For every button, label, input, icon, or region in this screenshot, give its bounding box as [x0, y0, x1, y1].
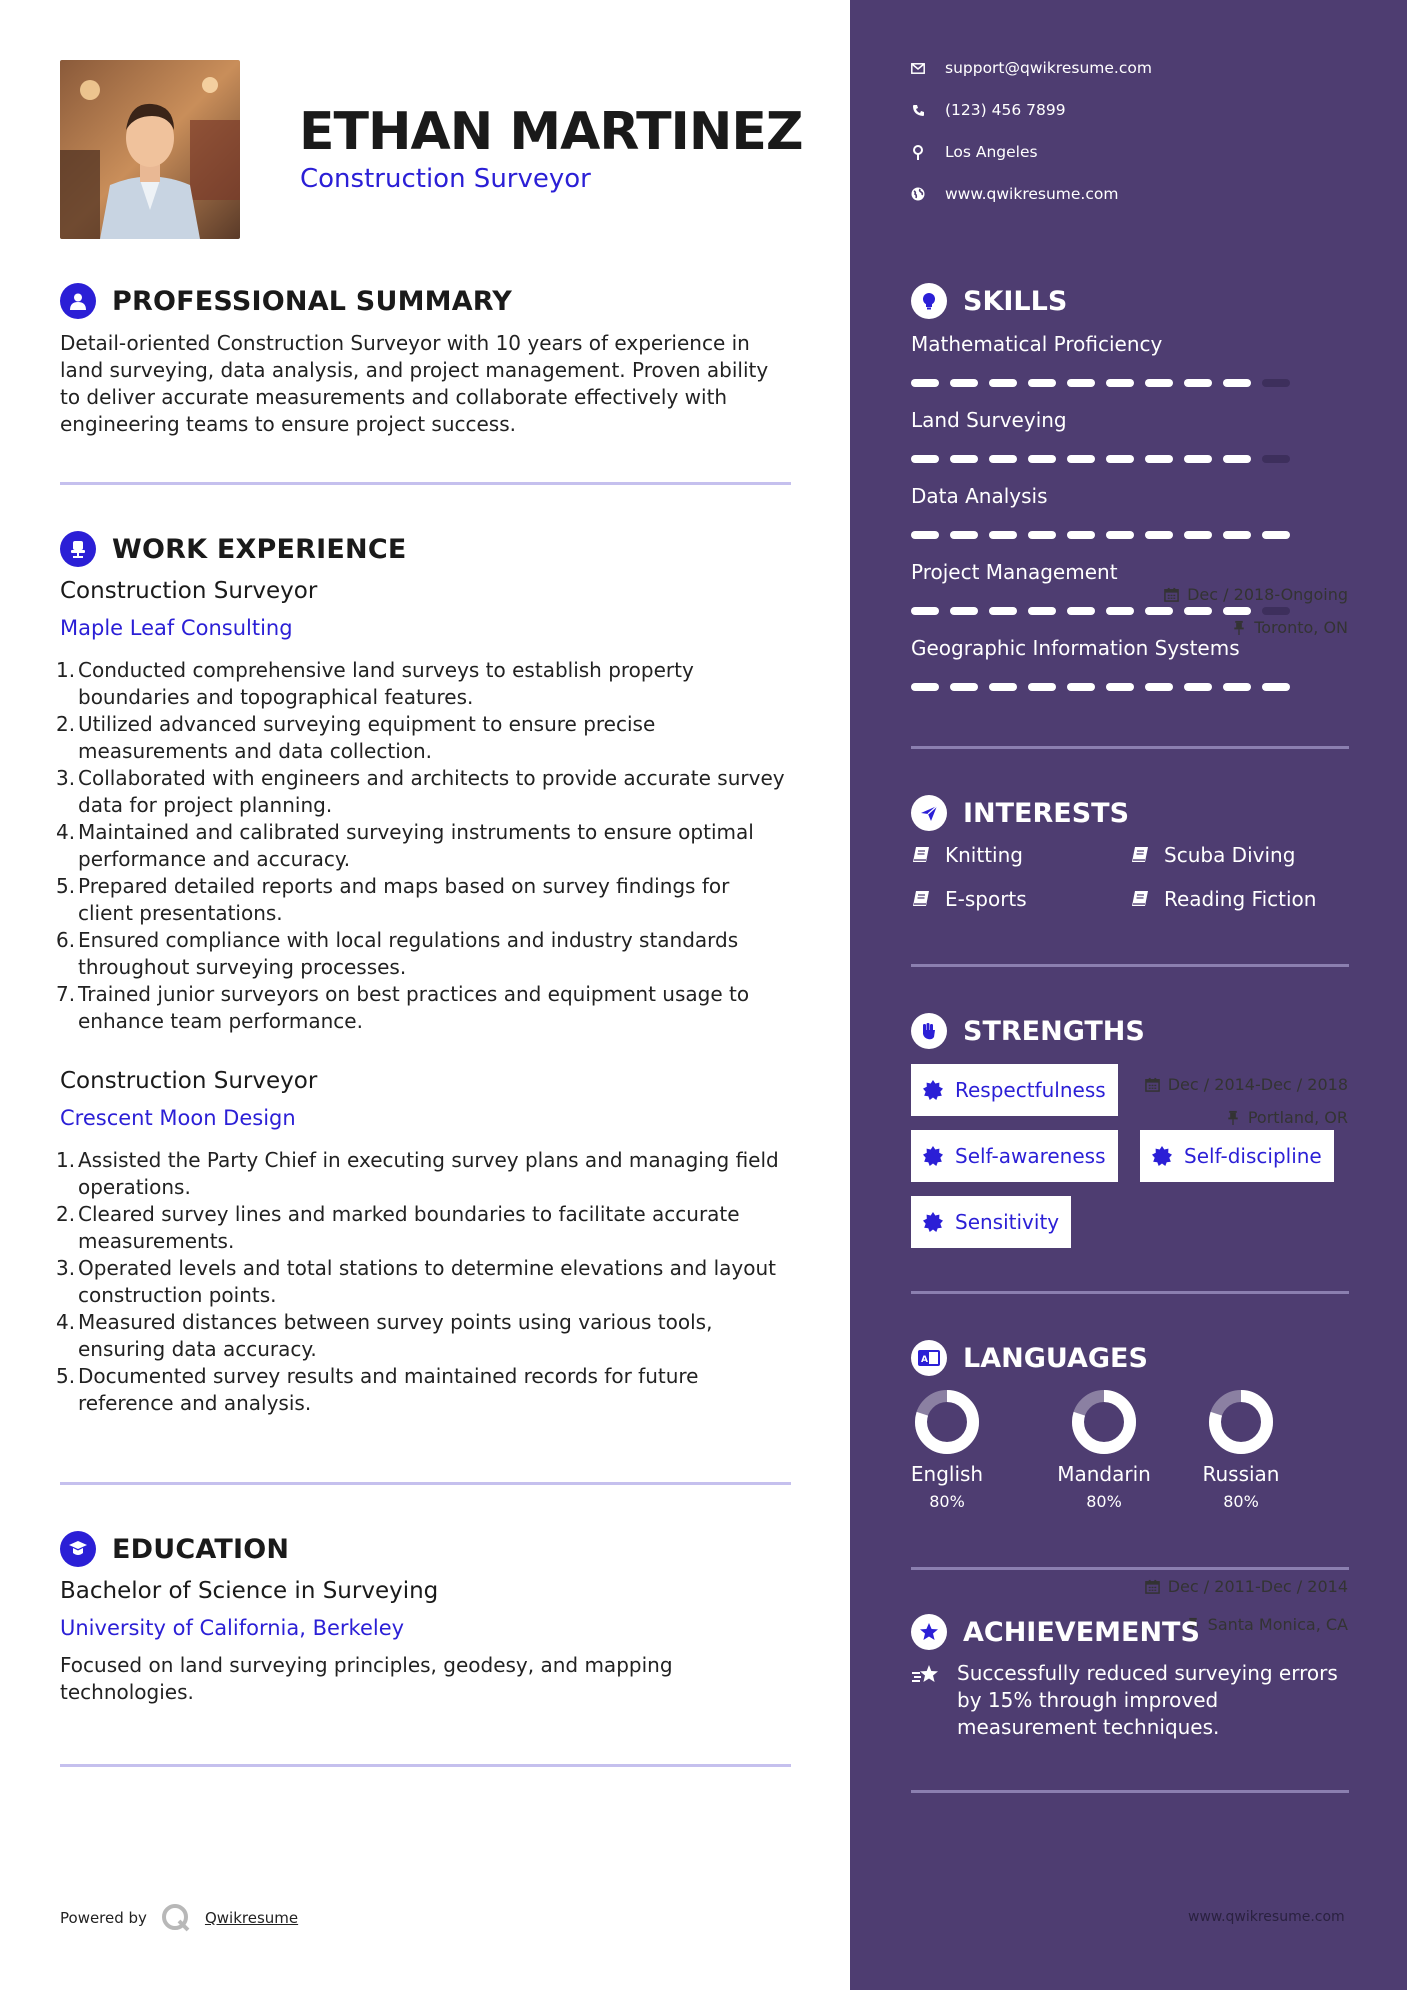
list-item: 4. Maintained and calibrated surveying instruments to ensure optimal performance and accuracy.	[56, 820, 754, 871]
skill-segment	[911, 455, 939, 463]
skill-segment	[1262, 455, 1290, 463]
powered-by-text: Powered by	[60, 1909, 147, 1927]
list-item: 5. Prepared detailed reports and maps based on survey findings for client presentations.	[56, 874, 730, 925]
skill-segment	[1262, 379, 1290, 387]
skill-segment	[950, 683, 978, 691]
education-location: Santa Monica, CA	[1186, 1615, 1348, 1634]
achievement-item: Successfully reduced surveying errors by 15% through improved measurement techniques.	[911, 1660, 1351, 1741]
summary-heading	[60, 283, 512, 319]
star-icon	[911, 1614, 947, 1650]
lightbulb-icon	[911, 283, 947, 319]
skill-segment	[1106, 683, 1134, 691]
skill-segment	[950, 379, 978, 387]
skill-segment	[1223, 531, 1251, 539]
summary-text: Detail-oriented Construction Surveyor with 10 years of experience in land surveying, data analysis, and project management. Proven ability to deliver accurate measurements and collaborate effectively with engineering teams to ensure project success.	[60, 331, 769, 436]
divider	[911, 1790, 1349, 1793]
skill-segment	[1028, 531, 1056, 539]
company-name: Maple Leaf Consulting	[60, 616, 293, 640]
interests-title: INTERESTS	[963, 797, 1130, 829]
skill-segment	[1262, 607, 1290, 615]
skill-segment	[950, 455, 978, 463]
skill-segment	[950, 531, 978, 539]
skill-segment	[1145, 607, 1173, 615]
svg-text:A: A	[921, 1355, 928, 1365]
skill-level-bar	[911, 683, 1290, 691]
list-item: 1. Assisted the Party Chief in executing survey plans and managing field operations.	[56, 1148, 779, 1199]
skill-segment	[1028, 455, 1056, 463]
skill-segment	[911, 683, 939, 691]
school-name: University of California, Berkeley	[60, 1616, 405, 1640]
divider	[60, 1482, 791, 1485]
skill-segment	[1106, 379, 1134, 387]
education-heading	[60, 1531, 289, 1567]
skill-segment	[1028, 379, 1056, 387]
pin-icon	[1232, 620, 1246, 635]
language-ring	[1072, 1390, 1136, 1454]
skill-segment	[989, 455, 1017, 463]
skill-segment	[1145, 531, 1173, 539]
skill-segment	[1067, 683, 1095, 691]
strengths-heading	[911, 1013, 1145, 1049]
shooting-star-icon	[911, 1663, 941, 1689]
contact-phone[interactable]: (123) 456 7899	[911, 101, 1066, 119]
skill-segment	[911, 379, 939, 387]
divider	[911, 1291, 1349, 1294]
skill-segment	[1223, 455, 1251, 463]
map-pin-icon	[911, 144, 925, 160]
skills-title: SKILLS	[963, 285, 1068, 317]
contact-location: Los Angeles	[911, 143, 1038, 161]
skill-segment	[989, 531, 1017, 539]
language-ring	[915, 1390, 979, 1454]
calendar-icon	[1164, 587, 1179, 602]
book-icon	[1130, 889, 1150, 909]
language-item: Russian 80%	[1181, 1390, 1301, 1511]
skills-heading	[911, 283, 1067, 319]
skill-segment	[950, 607, 978, 615]
paper-plane-icon	[911, 795, 947, 831]
badge-icon	[923, 1146, 943, 1166]
candidate-name: ETHAN MARTINEZ	[299, 102, 803, 162]
strength-badge: Respectfulness	[911, 1064, 1118, 1116]
profile-photo	[60, 60, 240, 239]
skill-name: Geographic Information Systems	[911, 636, 1240, 660]
skill-segment	[1223, 379, 1251, 387]
qwikresume-logo-icon	[161, 1903, 191, 1933]
list-item: 3. Operated levels and total stations to determine elevations and layout construction points.	[56, 1256, 776, 1307]
interest-item: Reading Fiction	[1130, 887, 1316, 911]
skill-segment	[1106, 455, 1134, 463]
job-bullets	[56, 657, 790, 1035]
skill-name: Mathematical Proficiency	[911, 332, 1163, 356]
skill-segment	[1067, 607, 1095, 615]
skill-segment	[1145, 683, 1173, 691]
divider	[911, 964, 1349, 967]
divider	[911, 746, 1349, 749]
skill-segment	[1106, 607, 1134, 615]
skill-level-bar	[911, 455, 1290, 463]
strength-badge: Self-awareness	[911, 1130, 1118, 1182]
education-title: EDUCATION	[112, 1533, 290, 1565]
interests-heading	[911, 795, 1129, 831]
strength-badge: Sensitivity	[911, 1196, 1071, 1248]
skill-segment	[989, 607, 1017, 615]
list-item: 1. Conducted comprehensive land surveys to establish property boundaries and topographical features.	[56, 658, 694, 709]
skill-segment	[1145, 379, 1173, 387]
skill-name: Project Management	[911, 560, 1118, 584]
briefcase-chair-icon	[60, 531, 96, 567]
language-ring	[1209, 1390, 1273, 1454]
translate-icon	[911, 1340, 947, 1376]
strength-badge: Self-discipline	[1140, 1130, 1334, 1182]
list-item: 7. Trained junior surveyors on best practices and equipment usage to enhance team performance.	[56, 982, 750, 1033]
skill-segment	[1067, 531, 1095, 539]
job-title: Construction Surveyor	[60, 578, 318, 604]
skill-segment	[911, 531, 939, 539]
skill-segment	[1184, 607, 1212, 615]
skill-segment	[1223, 683, 1251, 691]
contact-website[interactable]: www.qwikresume.com	[911, 185, 1118, 203]
job-location: Toronto, ON	[1232, 618, 1348, 637]
job-dates: Dec / 2014-Dec / 2018	[1145, 1075, 1348, 1094]
skill-segment	[989, 683, 1017, 691]
job-location: Portland, OR	[1226, 1108, 1348, 1127]
pin-icon	[1226, 1110, 1240, 1125]
skill-segment	[1106, 531, 1134, 539]
calendar-icon	[1145, 1579, 1160, 1594]
languages-title: LANGUAGES	[963, 1342, 1148, 1374]
badge-icon	[923, 1212, 943, 1232]
qwikresume-link[interactable]: Qwikresume	[204, 1909, 299, 1927]
badge-icon	[1152, 1146, 1172, 1166]
job-dates: Dec / 2018-Ongoing	[1164, 585, 1348, 604]
skill-segment	[1262, 683, 1290, 691]
user-icon	[60, 283, 96, 319]
skill-name: Data Analysis	[911, 484, 1048, 508]
globe-icon	[911, 186, 925, 202]
footer-website[interactable]: www.qwikresume.com	[1188, 1909, 1345, 1925]
skill-segment	[1184, 455, 1212, 463]
divider	[60, 482, 791, 485]
skill-segment	[1184, 683, 1212, 691]
envelope-icon	[911, 60, 925, 76]
list-item: 4. Measured distances between survey points using various tools, ensuring data accuracy.	[56, 1310, 713, 1361]
contact-email[interactable]: support@qwikresume.com	[911, 59, 1152, 77]
list-item: 5. Documented survey results and maintained records for future reference and analysis.	[56, 1364, 699, 1415]
education-description: Focused on land surveying principles, geodesy, and mapping technologies.	[60, 1653, 673, 1704]
book-icon	[911, 889, 931, 909]
skill-segment	[1184, 531, 1212, 539]
book-icon	[911, 845, 931, 865]
company-name: Crescent Moon Design	[60, 1106, 296, 1130]
skill-segment	[1184, 379, 1212, 387]
skill-segment	[1262, 531, 1290, 539]
strengths-title: STRENGTHS	[963, 1015, 1145, 1047]
list-item: 2. Utilized advanced surveying equipment to ensure precise measurements and data collection.	[56, 712, 656, 763]
skill-segment	[1223, 607, 1251, 615]
interest-item: Scuba Diving	[1130, 843, 1295, 867]
work-title: WORK EXPERIENCE	[112, 533, 407, 565]
language-item: English 80%	[887, 1390, 1007, 1511]
achievements-title: ACHIEVEMENTS	[963, 1616, 1200, 1648]
phone-icon	[911, 102, 925, 118]
skill-level-bar	[911, 607, 1290, 615]
badge-icon	[923, 1080, 943, 1100]
divider	[911, 1567, 1349, 1570]
skill-level-bar	[911, 379, 1290, 387]
job-bullets	[56, 1147, 790, 1417]
skill-name: Land Surveying	[911, 408, 1067, 432]
list-item: 6. Ensured compliance with local regulations and industry standards throughout surveying processes.	[56, 928, 739, 979]
education-dates: Dec / 2011-Dec / 2014	[1145, 1577, 1348, 1596]
skill-segment	[911, 607, 939, 615]
skill-segment	[1028, 607, 1056, 615]
languages-heading	[911, 1340, 1148, 1376]
language-item: Mandarin 80%	[1044, 1390, 1164, 1511]
footer-brand	[60, 1903, 298, 1933]
skill-segment	[989, 379, 1017, 387]
skill-level-bar	[911, 531, 1290, 539]
list-item: 3. Collaborated with engineers and architects to provide accurate survey data for project planning.	[56, 766, 785, 817]
work-heading	[60, 531, 406, 567]
fist-icon	[911, 1013, 947, 1049]
candidate-role: Construction Surveyor	[300, 164, 591, 194]
achievements-heading	[911, 1614, 1200, 1650]
graduation-icon	[60, 1531, 96, 1567]
interest-item: E-sports	[911, 887, 1027, 911]
skill-segment	[1067, 379, 1095, 387]
divider	[60, 1764, 791, 1767]
skill-segment	[1028, 683, 1056, 691]
skill-segment	[1145, 455, 1173, 463]
summary-title: PROFESSIONAL SUMMARY	[112, 285, 513, 317]
degree-title: Bachelor of Science in Surveying	[60, 1578, 439, 1604]
job-title: Construction Surveyor	[60, 1068, 318, 1094]
calendar-icon	[1145, 1077, 1160, 1092]
list-item: 2. Cleared survey lines and marked boundaries to facilitate accurate measurements.	[56, 1202, 740, 1253]
interest-item: Knitting	[911, 843, 1023, 867]
skill-segment	[1067, 455, 1095, 463]
book-icon	[1130, 845, 1150, 865]
